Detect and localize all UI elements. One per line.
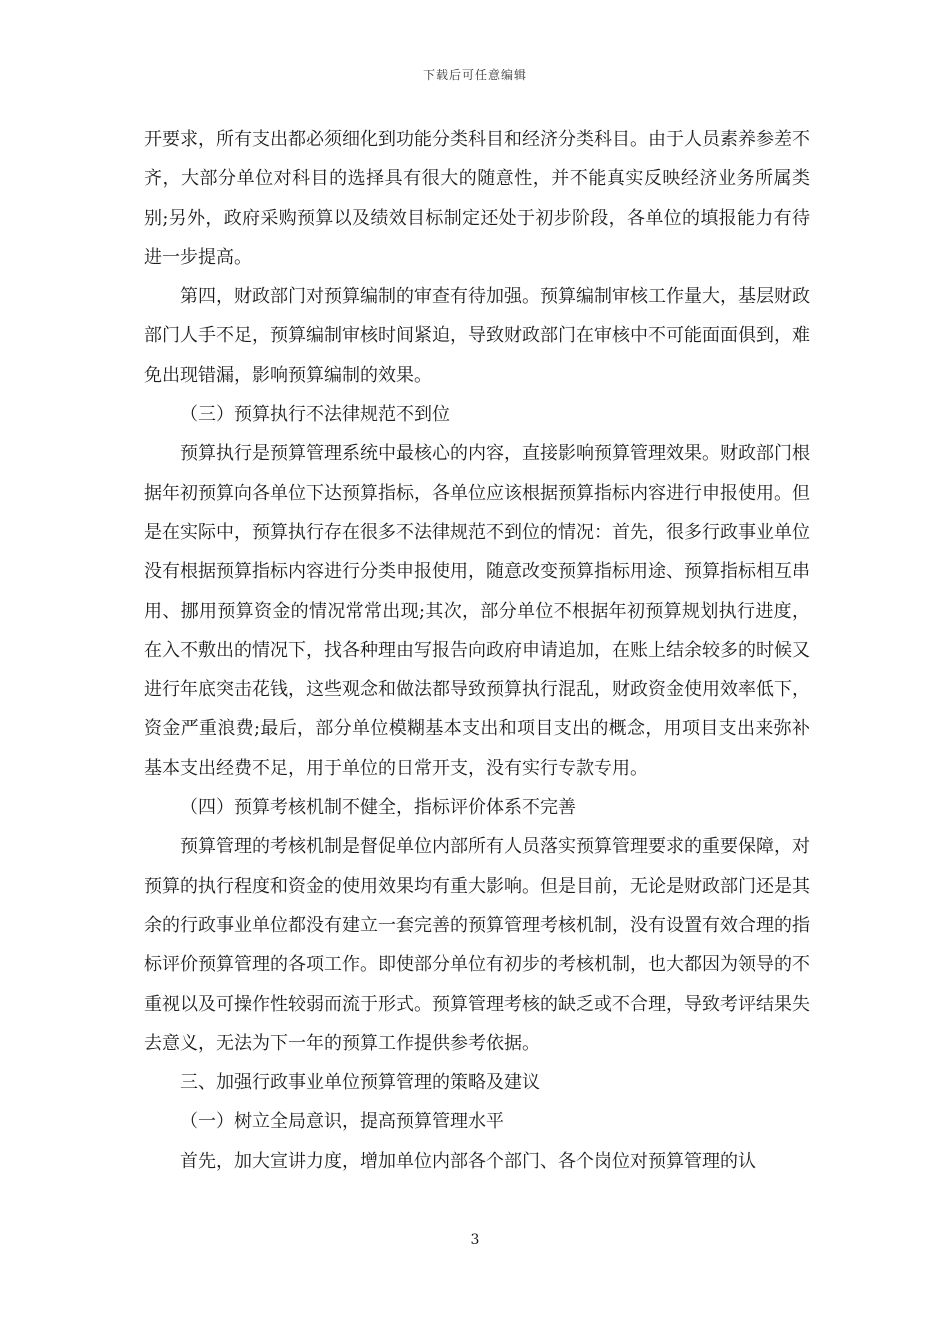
page-header: 下载后可任意编辑 (422, 68, 527, 82)
paragraph-budget-execution: 预算执行是预算管理系统中最核心的内容，直接影响预算管理效果。财政部门根据年初预算向各单位下达预算指标，各单位应该根据预算指标内容进行申报使用。但是在实际中，预算执行存在很多不法律规范不到位的情况：首先，很多行政事业单位没有根据预算指标内容进行分类申报使用，随意改变预算指标用途、预算指标相互串用、挪用预算资金的情况常常出现;其次，部分单位不根据年初预算规划执行进度，在入不敷出的情况下，找各种理由写报告向政府申请追加，在账上结余较多的时候又进行年底突击花钱，这些观念和做法都导致预算执行混乱，财政资金使用效率低下，资金严重浪费;最后，部分单位模糊基本支出和项目支出的概念，用项目支出来弥补基本支出经费不足，用于单位的日常开支，没有实行专款专用。 (144, 443, 810, 779)
chapter-heading-3: 三、加强行政事业单位预算管理的策略及建议 (180, 1072, 540, 1094)
document-body (144, 120, 810, 1181)
paragraph-fourth-point: 第四，财政部门对预算编制的审查有待加强。预算编制审核工作量大，基层财政部门人手不足，预算编制审核时间紧迫，导致财政部门在审核中不可能面面俱到，难免出现错漏，影响预算编制的效果。 (144, 286, 810, 386)
section-heading-1: （一）树立全局意识，提高预算管理水平 (180, 1111, 504, 1133)
section-heading-3: （三）预算执行不法律规范不到位 (180, 404, 450, 426)
section-heading-4: （四）预算考核机制不健全，指标评价体系不完善 (180, 797, 576, 819)
paragraph-assessment: 预算管理的考核机制是督促单位内部所有人员落实预算管理要求的重要保障，对预算的执行程度和资金的使用效果均有重大影响。但是目前，无论是财政部门还是其余的行政事业单位都没有建立一套完善的预算管理考核机制，没有设置有效合理的指标评价预算管理的各项工作。即使部分单位有初步的考核机制，也大都因为领导的不重视以及可操作性较弱而流于形式。预算管理考核的缺乏或不合理，导致考评结果失去意义，无法为下一年的预算工作提供参考依据。 (144, 836, 810, 1054)
page-number: 3 (470, 1232, 480, 1248)
paragraph-first-measure: 首先，加大宣讲力度，增加单位内部各个部门、各个岗位对预算管理的认 (180, 1150, 756, 1172)
paragraph-continuation: 开要求，所有支出都必须细化到功能分类科目和经济分类科目。由于人员素养参差不齐，大部分单位对科目的选择具有很大的随意性，并不能真实反映经济业务所属类别;另外，政府采购预算以及绩效目标制定还处于初步阶段，各单位的填报能力有待进一步提高。 (144, 129, 810, 268)
